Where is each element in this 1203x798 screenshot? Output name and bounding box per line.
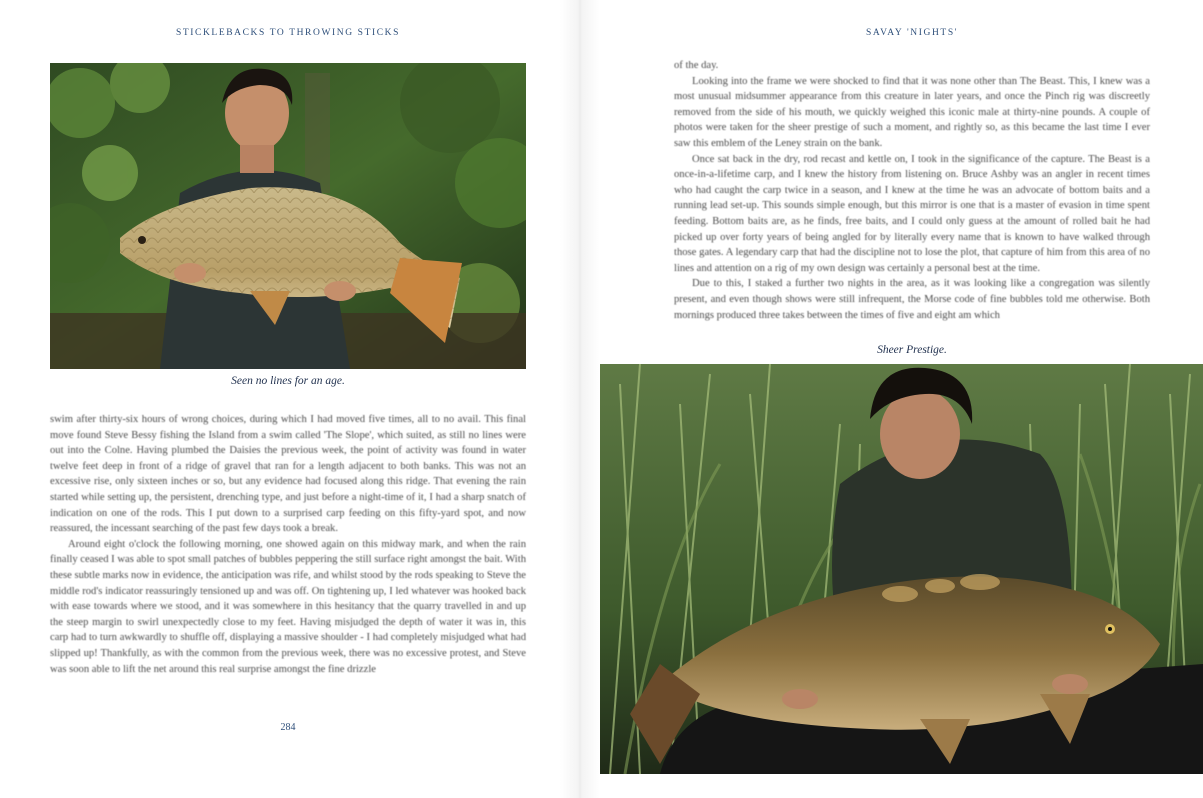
right-paragraph-2: Looking into the frame we were shocked to find that it was none other than The Beast. This, I knew was a most unusual midsummer appearance from this creature in later years, and once the Pinch rig was discreetly removed from the side of his mouth, we quickly weighed this iconic male at thirty-nine pounds. A couple of photos were taken for the sheer prestige of such a moment, and rightly so, as this became the last time I ever saw this emblem of the Leney strain on the bank. — [674, 75, 1150, 149]
right-running-head: SAVAY 'NIGHTS' — [865, 28, 959, 38]
book-gutter — [560, 0, 600, 798]
photo-illustration-2 — [600, 364, 1203, 774]
right-body-text — [674, 58, 1150, 328]
photo-angler-with-mirror-carp — [600, 364, 1203, 774]
left-page — [0, 0, 560, 798]
right-paragraph-4: Due to this, I staked a further two nights in the area, as it was looking like a congregation was silently present, and even though shows were still infrequent, the Morse code of fine bubbles told me otherwise. Both mornings produced three takes between the times of five and eight am which — [674, 278, 1150, 321]
left-paragraph-2: Around eight o'clock the following morning, one showed again on this midway mark, and when the rain finally ceased I was able to spot small patches of bubbles peppering the still surface right amongst the bait. With these subtle marks now in evidence, the anticipation was rife, and whilst stood by the rods speaking to Steve the middle rod's indicator reassuringly tensioned up and was off. On tightening up, I led whatever was hooked back with ease towards where we stood, and it was somewhere in this hesitancy that the quarry travelled in and up the steep margin to swirl unexpectedly close to my feet. Having misjudged the depth of water it was in, this carp had to turn awkwardly to shuffle off, displaying a massive shoulder - I had completely misjudged what had slipped up! Thankfully, as with the common from the previous week, there was no excessive protest, and Steve was soon able to lift the net around this real surprise amongst the fine drizzle — [50, 538, 526, 675]
page-number: 284 — [280, 722, 296, 733]
left-body-text — [50, 412, 526, 702]
left-paragraph-1: swim after thirty-six hours of wrong choices, during which I had moved five times, all to no avail. This final move found Steve Bessy fishing the Island from a swim called 'The Slope', which suited, as still no lines were out into the Colne. Having plumbed the Daisies the previous week, the point of activity was found in water twelve feet deep in front of a ridge of gravel that ran for a length adjacent to both banks. This was not an excessive rise, only sixteen inches or so, but any evidence had focused along this ridge. That evening the rain started while setting up, the persistent, drenching type, and just before a night-time of it, I had a sharp snatch of indication on one of the rods. This I put down to a surprised carp feeding on this fifty-yard spot, and now reassured, the incessant searching of the past few days took a break. — [50, 414, 526, 535]
photo-angler-with-common-carp — [50, 63, 526, 369]
right-photo-caption: Sheer Prestige. — [877, 344, 947, 356]
right-paragraph-3: Once sat back in the dry, rod recast and kettle on, I took in the significance of the capture. The Beast is a once-in-a-lifetime carp, and I knew the history from listening on. Bruce Ashby was an angler in recent times who had caught the carp twice in a season, and I knew at the time he was an advocate of bottom baits and a running lead set-up. This sounds simple enough, but this mirror is one that is a master of evasion in time spent feeding. Bottom baits are, as he finds, free baits, and I could only guess at the amount of rolled bait he had picked up over forty years of being angled for by literally every name that is known to have walked through those gates. A legendary carp that had the discipline not to lose the plot, that capture of him from this area of no lines and attention on a rig of my own design was certainly a personal best at the time. — [674, 153, 1150, 274]
right-page — [600, 0, 1203, 798]
left-photo-caption: Seen no lines for an age. — [231, 375, 345, 387]
photo-illustration — [50, 63, 526, 369]
left-running-head: STICKLEBACKS TO THROWING STICKS — [175, 28, 401, 38]
right-paragraph-1: of the day. — [674, 60, 719, 71]
